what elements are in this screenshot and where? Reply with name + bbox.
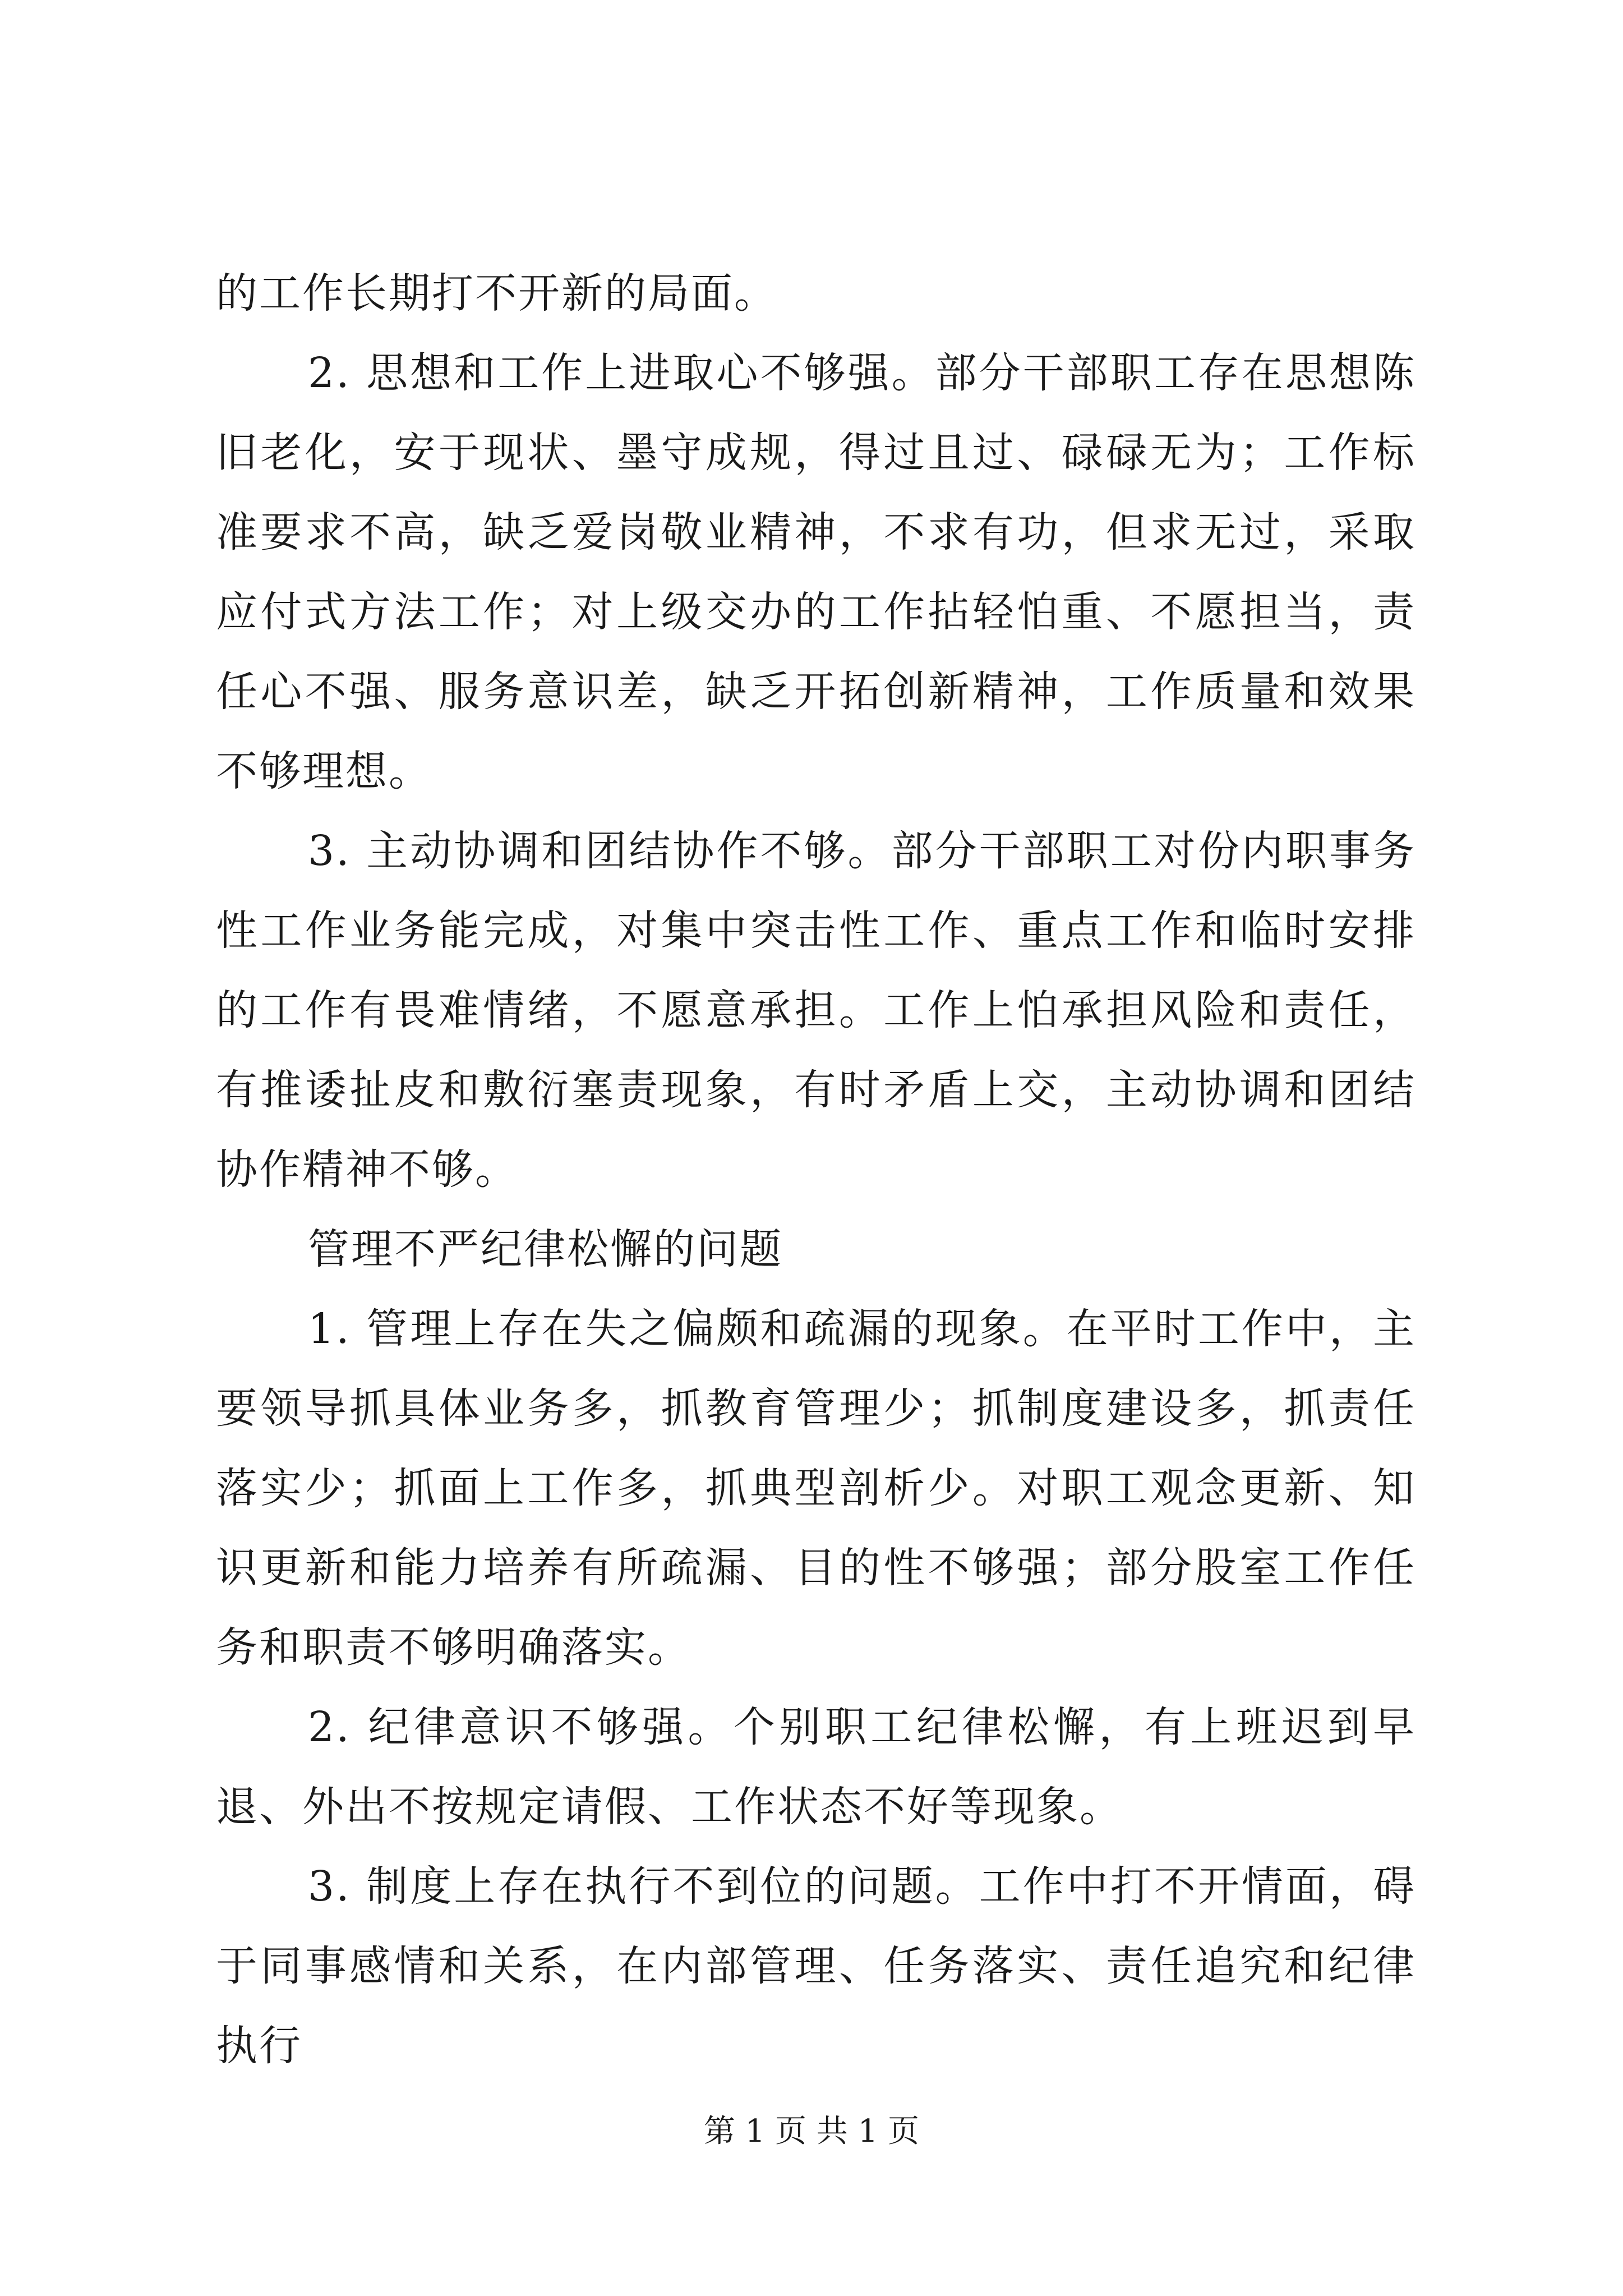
page-number-label: 第 1 页 共 1 页 xyxy=(703,2113,920,2150)
paragraph-5: 2. 纪律意识不够强。个别职工纪律松懈，有上班迟到早退、外出不按规定请假、工作状态不好等现象。 xyxy=(216,1703,1416,1831)
paragraph-2: 3. 主动协调和团结协作不够。部分干部职工对份内职事务性工作业务能完成，对集中突击性工作、重点工作和临时安排的工作有畏难情绪，不愿意承担。工作上怕承担风险和责任，有推诿扯皮和敷衍塞责现象，有时矛盾上交，主动协调和团结协作精神不够。 xyxy=(216,827,1416,1194)
page-footer xyxy=(0,2112,1623,2151)
section-heading: 管理不严纪律松懈的问题 xyxy=(308,1225,783,1273)
paragraph-4: 1. 管理上存在失之偏颇和疏漏的现象。在平时工作中，主要领导抓具体业务多，抓教育管理少；抓制度建设多，抓责任落实少；抓面上工作多，抓典型剖析少。对职工观念更新、知识更新和能力培养有所疏漏、目的性不够强；部分股室工作任务和职责不够明确落实。 xyxy=(216,1305,1416,1672)
paragraph-1: 2. 思想和工作上进取心不够强。部分干部职工存在思想陈旧老化，安于现状、墨守成规，得过且过、碌碌无为；工作标准要求不高，缺乏爱岗敬业精神，不求有功，但求无过，采取应付式方法工作；对上级交办的工作拈轻怕重、不愿担当，责任心不强、服务意识差，缺乏开拓创新精神，工作质量和效果不够理想。 xyxy=(216,349,1416,795)
paragraph-0: 的工作长期打不开新的局面。 xyxy=(216,269,777,318)
document-body xyxy=(216,254,1416,2086)
paragraph-6: 3. 制度上存在执行不到位的问题。工作中打不开情面，碍于同事感情和关系，在内部管理、任务落实、责任追究和纪律执行 xyxy=(216,1862,1416,2070)
